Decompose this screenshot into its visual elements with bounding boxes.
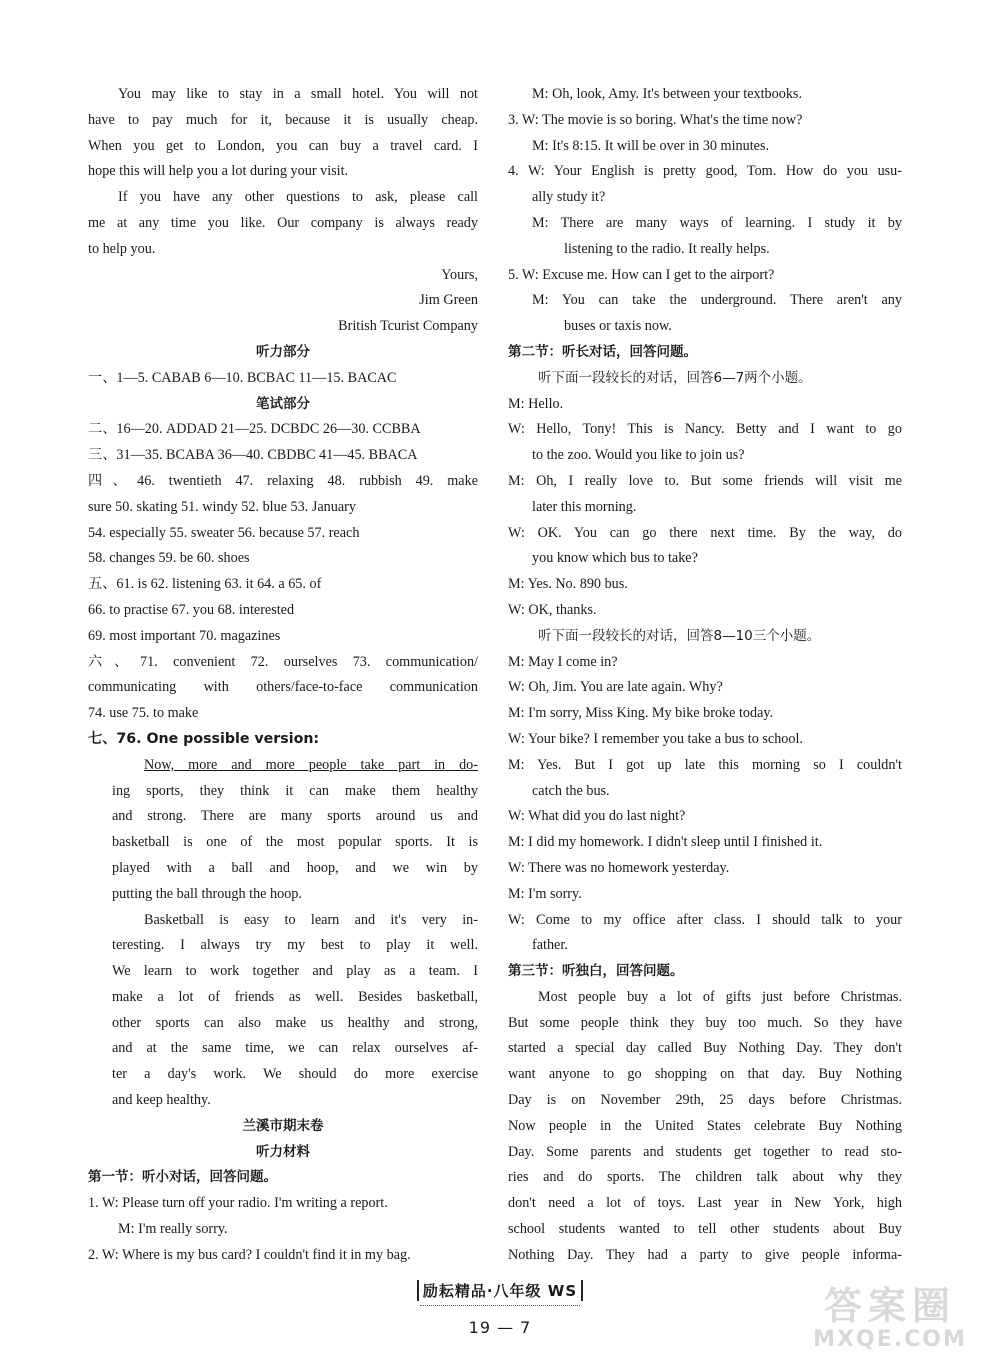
left-text-line: M: I'm really sorry. xyxy=(118,1221,228,1238)
right-text-line: later this morning. xyxy=(532,498,637,515)
left-text-line: teresting. I always try my best to play it well. xyxy=(112,937,478,954)
right-text-line: M: I did my homework. I didn't sleep until I finished it. xyxy=(508,834,823,851)
series-brand: 励耘精品·八年级 WS xyxy=(417,1280,583,1301)
right-text-line: catch the bus. xyxy=(532,782,610,799)
right-text-line: 5. W: Excuse me. How can I get to the airport? xyxy=(508,266,775,283)
footer-divider xyxy=(420,1303,580,1306)
left-text-line: 1. W: Please turn off your radio. I'm writing a report. xyxy=(88,1195,388,1212)
left-text-line: make a lot of friends as well. Besides basketball, xyxy=(112,988,478,1005)
right-text-line: W: Come to my office after class. I should talk to your xyxy=(508,911,902,928)
left-text-line: 69. most important 70. magazines xyxy=(88,627,281,644)
right-text-line: Day. Some parents and students get together to read sto- xyxy=(508,1143,902,1160)
left-text-line: 五、61. is 62. listening 63. it 64. a 65. of xyxy=(88,576,322,593)
left-text-line: 听力部分 xyxy=(256,343,310,360)
left-text-line: 四、46. twentieth 47. relaxing 48. rubbish 49. make xyxy=(88,472,478,489)
left-text-line: We learn to work together and play as a team. I xyxy=(112,963,478,980)
left-text-line: have to pay much for it, because it is usually cheap. xyxy=(88,111,478,128)
right-text-line: ally study it? xyxy=(532,189,606,206)
left-text-line: Basketball is easy to learn and it's very in- xyxy=(144,911,478,928)
right-text-line: W: OK, thanks. xyxy=(508,601,597,618)
right-text-line: ries and do sports. The children talk about why they xyxy=(508,1169,902,1186)
left-text-line: Now, more and more people take part in do- xyxy=(144,756,478,773)
watermark-url: MXQE.COM xyxy=(813,1327,967,1352)
right-text-line: M: It's 8:15. It will be over in 30 minutes. xyxy=(532,137,770,154)
right-text-line: W: OK. You can go there next time. By the way, do xyxy=(508,524,902,541)
right-text-line: W: There was no homework yesterday. xyxy=(508,859,730,876)
page-number: 19 — 7 xyxy=(468,1318,532,1337)
right-text-line: buses or taxis now. xyxy=(564,318,672,335)
left-text-line: You may like to stay in a small hotel. You will not xyxy=(118,86,478,102)
right-text-line: W: What did you do last night? xyxy=(508,808,686,825)
right-text-line: W: Your bike? I remember you take a bus to school. xyxy=(508,730,803,747)
right-text-line: listening to the radio. It really helps. xyxy=(564,240,770,257)
left-text-line: and keep healthy. xyxy=(112,1092,211,1109)
right-text-line: But some people think they buy too much. So they have xyxy=(508,1014,902,1031)
left-text-line: Jim Green xyxy=(419,292,478,309)
right-text-line: M: May I come in? xyxy=(508,653,618,670)
right-column xyxy=(508,82,902,1269)
left-text-line: 三、31—35. BCABA 36—40. CBDBC 41—45. BBACA xyxy=(88,447,418,464)
right-text-line: 3. W: The movie is so boring. What's the time now? xyxy=(508,111,803,128)
left-text-line: 54. especially 55. sweater 56. because 57. reach xyxy=(88,524,360,541)
right-text-line: M: There are many ways of learning. I study it by xyxy=(532,214,902,231)
right-text-line: M: I'm sorry, Miss King. My bike broke today. xyxy=(508,705,774,722)
right-text-line: Nothing Day. They had a party to give people informa- xyxy=(508,1246,902,1263)
left-text-line: 笔试部分 xyxy=(256,395,310,412)
left-text-line: If you have any other questions to ask, please call xyxy=(118,189,478,206)
right-text-line: W: Oh, Jim. You are late again. Why? xyxy=(508,679,723,696)
right-text-line: Day is on November 29th, 25 days before Christmas. xyxy=(508,1092,902,1109)
right-text-line: 听下面一段较长的对话，回答6—7两个小题。 xyxy=(538,369,812,386)
right-text-line: you know which bus to take? xyxy=(532,550,698,567)
left-text-line: communicating with others/face-to-face communication xyxy=(88,679,478,696)
left-text-line: When you get to London, you can buy a travel card. I xyxy=(88,137,478,154)
left-text-line: 74. use 75. to make xyxy=(88,705,199,722)
left-text-line: 听力材料 xyxy=(256,1143,310,1160)
right-text-line: 听下面一段较长的对话，回答8—10三个小题。 xyxy=(538,627,821,644)
left-text-line: to help you. xyxy=(88,240,156,257)
left-text-line: and at the same time, we can relax ourselves af- xyxy=(112,1040,478,1057)
right-text-line: M: Hello. xyxy=(508,395,564,412)
watermark-logo: 答案圈 xyxy=(823,1284,956,1328)
left-text-line: played with a ball and hoop, and we win by xyxy=(112,859,478,876)
right-text-line: 第三节：听独白，回答问题。 xyxy=(508,963,684,980)
right-text-line: to the zoo. Would you like to join us? xyxy=(532,447,745,464)
left-text-line: sure 50. skating 51. windy 52. blue 53. January xyxy=(88,498,356,515)
left-text-line: hope this will help you a lot during your visit. xyxy=(88,163,349,180)
left-text-line: ing sports, they think it can make them healthy xyxy=(112,782,478,799)
right-text-line: don't need a lot of toys. Last year in New York, high xyxy=(508,1195,902,1212)
right-text-line: M: Oh, I really love to. But some friends will visit me xyxy=(508,472,902,489)
left-text-line: putting the ball through the hoop. xyxy=(112,885,302,902)
left-text-line: 二、16—20. ADDAD 21—25. DCBDC 26—30. CCBBA xyxy=(88,421,421,438)
right-text-line: want anyone to go shopping on that day. Buy Nothing xyxy=(508,1066,902,1083)
left-text-line: 第一节：听小对话，回答问题。 xyxy=(88,1169,277,1186)
right-text-line: 第二节：听长对话，回答问题。 xyxy=(508,343,697,360)
left-column xyxy=(88,82,478,1269)
left-text-line: and strong. There are many sports around us and xyxy=(112,808,478,825)
left-text-line: 58. changes 59. be 60. shoes xyxy=(88,550,250,567)
right-text-line: father. xyxy=(532,937,568,954)
right-text-line: W: Hello, Tony! This is Nancy. Betty and I want to go xyxy=(508,421,902,438)
left-text-line: 一、1—5. CABAB 6—10. BCBAC 11—15. BACAC xyxy=(88,369,397,386)
right-text-line: M: You can take the underground. There aren't any xyxy=(532,292,902,309)
left-text-line: me at any time you like. Our company is always ready xyxy=(88,214,478,231)
left-text-line: British Tcurist Company xyxy=(338,318,478,335)
left-text-line: 2. W: Where is my bus card? I couldn't find it in my bag. xyxy=(88,1246,411,1263)
left-text-line: Yours, xyxy=(441,266,478,283)
right-text-line: M: Yes. But I got up late this morning so I couldn't xyxy=(508,756,902,773)
left-text-line: 66. to practise 67. you 68. interested xyxy=(88,601,295,618)
right-text-line: 4. W: Your English is pretty good, Tom. How do you usu- xyxy=(508,163,902,180)
left-text-line: ter a day's work. We should do more exercise xyxy=(112,1066,478,1083)
right-text-line: Most people buy a lot of gifts just before Christmas. xyxy=(538,988,902,1005)
right-text-line: M: Yes. No. 890 bus. xyxy=(508,576,628,593)
left-text-line: basketball is one of the most popular sports. It is xyxy=(112,834,478,851)
right-text-line: M: Oh, look, Amy. It's between your textbooks. xyxy=(532,86,802,102)
left-text-line: 六、71. convenient 72. ourselves 73. communication/ xyxy=(88,653,478,670)
site-watermark xyxy=(790,1284,990,1364)
left-text-line: other sports can also make us healthy and strong, xyxy=(112,1014,478,1031)
right-text-line: school students wanted to tell other students about Buy xyxy=(508,1221,902,1238)
right-text-line: M: I'm sorry. xyxy=(508,885,582,902)
left-text-line: 兰溪市期末卷 xyxy=(242,1117,324,1134)
right-text-line: Now people in the United States celebrate Buy Nothing xyxy=(508,1117,902,1134)
left-text-line: 七、76. One possible version: xyxy=(88,730,320,747)
right-text-line: started a special day called Buy Nothing Day. They don't xyxy=(508,1040,902,1057)
